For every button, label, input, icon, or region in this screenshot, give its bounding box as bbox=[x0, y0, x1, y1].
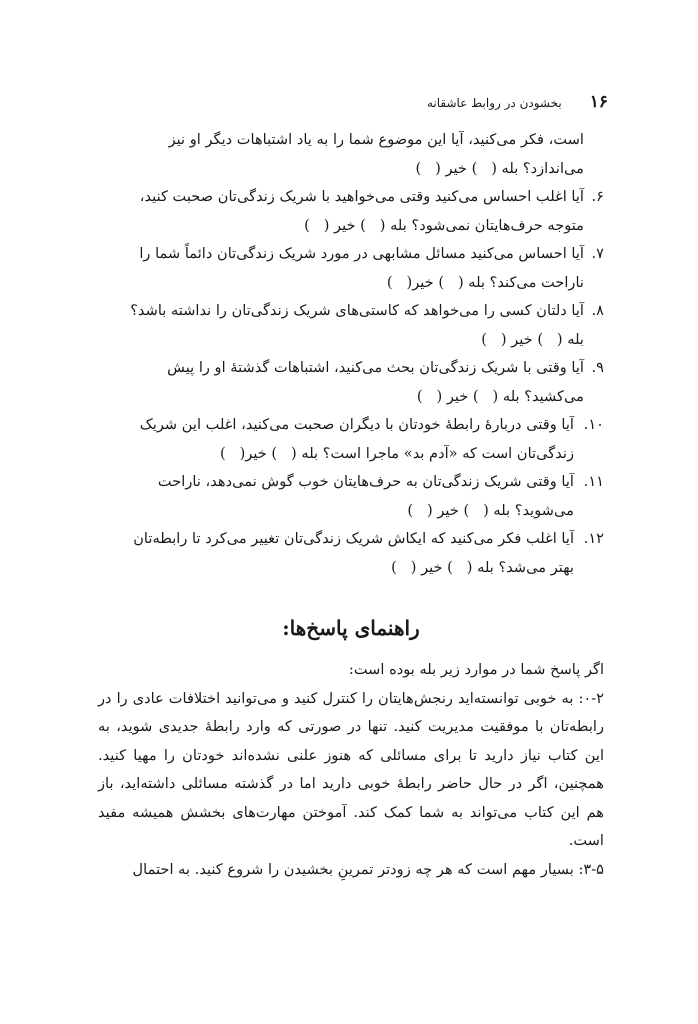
question-number: ۸. bbox=[591, 302, 604, 319]
question-item bbox=[98, 525, 604, 582]
question-answer-line: متوجه حرف‌هایتان نمی‌شود؟ بله ( ) خیر ( ) bbox=[304, 216, 584, 234]
question-number: ۶. bbox=[591, 188, 604, 205]
question-text: آیا وقتی با شریک زندگی‌تان بحث می‌کنید، اشتباهات گذشتهٔ او را پیش bbox=[167, 359, 584, 376]
question-text: آیا احساس می‌کنید مسائل مشابهی در مورد شریک زندگی‌تان دائماً شما را bbox=[139, 245, 584, 262]
page-body bbox=[98, 126, 604, 884]
question-text: آیا اغلب فکر می‌کنید که ایکاش شریک زندگی‌تان تغییر می‌کرد تا رابطه‌تان bbox=[133, 530, 574, 547]
question-number: ۱۰. bbox=[583, 416, 604, 433]
page-number: ۱۶ bbox=[589, 92, 608, 112]
question-number: ۱۱. bbox=[583, 473, 604, 490]
question-number: ۱۲. bbox=[583, 530, 604, 547]
question-answer-line: ناراحت می‌کند؟ بله ( ) خیر( ) bbox=[386, 273, 584, 291]
question-item bbox=[98, 183, 604, 240]
question-number: ۷. bbox=[591, 245, 604, 262]
page-header bbox=[100, 92, 608, 112]
intro-answer-line: می‌اندازد؟ بله ( ) خیر ( ) bbox=[415, 159, 584, 177]
question-item-continued bbox=[98, 126, 604, 183]
answer-guide bbox=[98, 656, 604, 884]
question-text: آیا دلتان کسی را می‌خواهد که کاستی‌های شریک زندگی‌تان را نداشته باشد؟ bbox=[130, 302, 584, 319]
question-text: آیا وقتی شریک زندگی‌تان به حرف‌هایتان خوب گوش نمی‌دهد، ناراحت bbox=[157, 473, 574, 490]
question-answer-line: می‌شوید؟ بله ( ) خیر ( ) bbox=[407, 501, 574, 519]
question-answer-line: بله ( ) خیر ( ) bbox=[481, 330, 584, 348]
question-text: آیا وقتی دربارهٔ رابطهٔ خودتان با دیگران صحبت می‌کنید، اغلب این شریک bbox=[139, 416, 574, 433]
question-item bbox=[98, 468, 604, 525]
question-text: آیا اغلب احساس می‌کنید وقتی می‌خواهید با شریک زندگی‌تان صحبت کنید، bbox=[139, 188, 584, 205]
question-item bbox=[98, 354, 604, 411]
intro-line: است، فکر می‌کنید، آیا این موضوع شما را به یاد اشتباهات دیگر او نیز bbox=[168, 131, 584, 148]
question-answer-line: می‌کشید؟ بله ( ) خیر ( ) bbox=[416, 387, 584, 405]
running-title: بخشودن در روابط عاشقانه bbox=[426, 96, 562, 110]
question-answer-line: زندگی‌تان است که «آدم بد» ماجرا است؟ بله ( ) خیر( ) bbox=[220, 444, 574, 462]
guide-paragraph: ۰-۲: به خوبی توانسته‌اید رنجش‌هایتان را کنترل کنید و می‌توانید اختلافات عادی را در رابطه‌تان با موفقیت مدیریت کنید. تنها در صورتی که وارد رابطهٔ جدیدی شوید، به این کتاب نیاز دارید تا برای مسائلی که هنوز علنی نشده‌اند خودتان را مهیا کنید. همچنین، اگر در حال حاضر رابطهٔ خوبی دارید اما در گذشته مسائلی داشته‌اید، باز هم این کتاب می‌تواند به شما کمک کند. آموختن مهارت‌های بخشش همیشه مفید است. bbox=[98, 689, 604, 849]
question-item bbox=[98, 297, 604, 354]
question-answer-line: بهتر می‌شد؟ بله ( ) خیر ( ) bbox=[391, 558, 574, 576]
guide-intro: اگر پاسخ شما در موارد زیر بله بوده است: bbox=[348, 661, 604, 678]
guide-paragraph: ۳-۵: بسیار مهم است که هر چه زودتر تمرینِ بخشیدن را شروع کنید. به احتمال bbox=[132, 860, 604, 878]
question-item bbox=[98, 240, 604, 297]
question-number: ۹. bbox=[591, 359, 604, 376]
answer-guide-heading: راهنمای پاسخ‌ها: bbox=[282, 616, 420, 640]
question-item bbox=[98, 411, 604, 468]
